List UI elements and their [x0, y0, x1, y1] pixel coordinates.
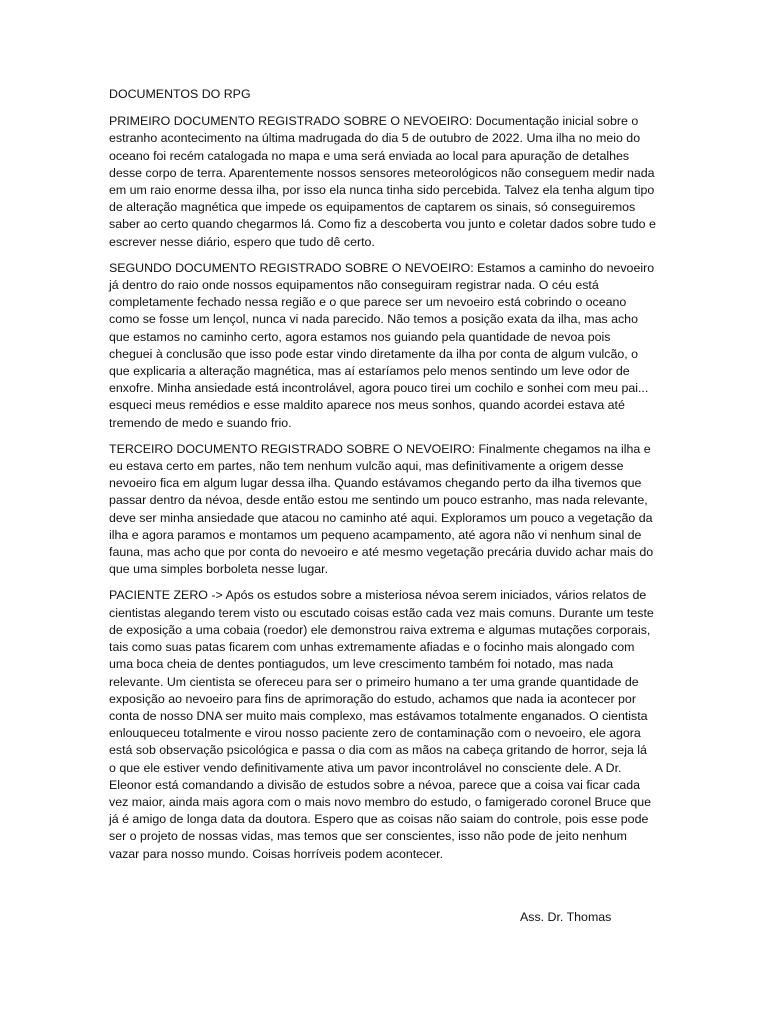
paragraph-segundo-documento: SEGUNDO DOCUMENTO REGISTRADO SOBRE O NEVOEIRO: Estamos a caminho do nevoeiro já dentro do raio onde nossos equipamentos não conseguiram registrar nada. O céu está completamente fechado nessa região e o que parece ser um nevoeiro está cobrindo o oceano como se fosse um lençol, nunca vi nada parecido. Não temos a posição exata da ilha, mas acho que estamos no caminho certo, agora estamos nos guiando pela quantidade de nevoa pois cheguei à conclusão que isso pode estar vindo diretamente da ilha por conta de algum vulcão, o que explicaria a alteração magnética, mas aí estaríamos pelo menos sentindo um leve odor de enxofre. Minha ansiedade está incontrolável, agora pouco tirei um cochilo e sonhei com meu pai... esqueci meus remédios e esse maldito aparece nos meus sonhos, quando acordei estava até tremendo de medo e suando frio.	[109, 260, 655, 430]
document-title: DOCUMENTOS DO RPG	[109, 87, 251, 101]
document-page	[109, 86, 657, 872]
paragraph-paciente-zero: PACIENTE ZERO -> Após os estudos sobre a misteriosa névoa serem iniciados, vários relatos de cientistas alegando terem visto ou escutado coisas estão cada vez mais comuns. Durante um teste de exposição a uma cobaia (roedor) ele demonstrou raiva extrema e algumas mutações corporais, tais como suas patas ficarem com unhas extremamente afiadas e o focinho mais alongado com uma boca cheia de dentes pontiagudos, um leve crescimento também foi notado, mas nada relevante. Um cientista se ofereceu para ser o primeiro humano a ter uma grande quantidade de exposição ao nevoeiro para fins de aprimoração do estudo, achamos que nada ia acontecer por conta de nosso DNA ser muito mais complexo, mas estávamos totalmente enganados. O cientista enlouqueceu totalmente e virou nosso paciente zero de contaminação com o nevoeiro, ele agora está sob observação psicológica e passa o dia com as mãos na cabeça gritando de horror, seja lá o que ele estiver vendo definitivamente ativa um pavor incontrolável no consciente dele. A Dr. Eleonor está comandando a divisão de estudos sobre a névoa, parece que a coisa vai ficar cada vez maior, ainda mais agora com o mais novo membro do estudo, o famigerado coronel Bruce que já é amigo de longa data da doutora. Espero que as coisas não saiam do controle, pois esse pode ser o projeto de nossas vidas, mas temos que ser conscientes, isso não pode de jeito nenhum vazar para nosso mundo. Coisas horríveis podem acontecer.	[109, 588, 654, 861]
paragraph-primeiro-documento: PRIMEIRO DOCUMENTO REGISTRADO SOBRE O NEVOEIRO: Documentação inicial sobre o estranho acontecimento na última madrugada do dia 5 de outubro de 2022. Uma ilha no meio do oceano foi recém catalogada no mapa e uma será enviada ao local para apuração de detalhes desse corpo de terra. Aparentemente nossos sensores meteorológicos não conseguem medir nada em um raio enorme dessa ilha, por isso ela nunca tinha sido percebida. Talvez ela tenha algum tipo de alteração magnética que impede os equipamentos de captarem os sinais, só conseguiremos saber ao certo quando chegarmos lá. Como fiz a descoberta vou junto e coletar dados sobre tudo e escrever nesse diário, espero que tudo dê certo.	[109, 114, 656, 249]
paragraph-terceiro-documento: TERCEIRO DOCUMENTO REGISTRADO SOBRE O NEVOEIRO: Finalmente chegamos na ilha e eu estava certo em partes, não tem nenhum vulcão aqui, mas definitivamente a origem desse nevoeiro fica em algum lugar dessa ilha. Quando estávamos chegando perto da ilha tivemos que passar dentro da névoa, desde então estou me sentindo um pouco estranho, mas nada relevante, deve ser minha ansiedade que atacou no caminho até aqui. Exploramos um pouco a vegetação da ilha e agora paramos e montamos um pequeno acampamento, até agora não vi nenhum sinal de fauna, mas acho que por conta do nevoeiro e até mesmo vegetação precária duvido achar mais do que uma simples borboleta nesse lugar.	[109, 441, 654, 577]
signature: Ass. Dr. Thomas	[520, 910, 612, 924]
